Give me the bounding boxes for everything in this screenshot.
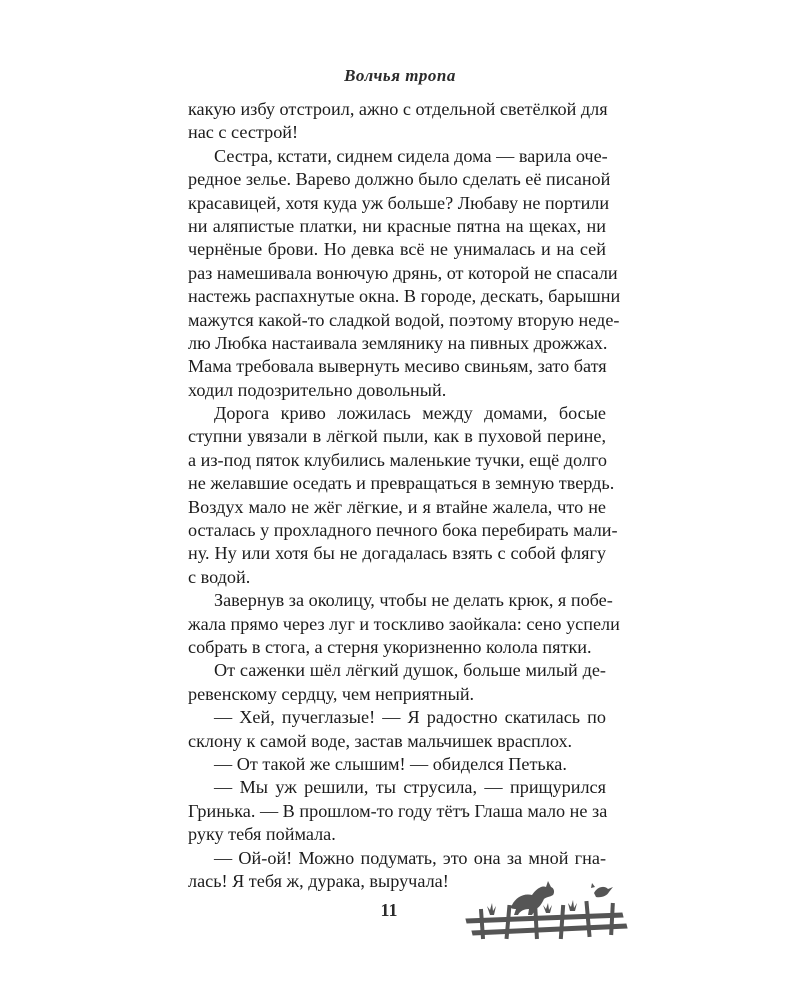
- page-number: 11: [380, 900, 398, 920]
- text-line: ступни увязали в лёгкой пыли, как в пуховой перине,: [188, 426, 606, 447]
- text-line: а из-под пяток клубились маленькие тучки, ещё долго: [188, 449, 608, 470]
- text-line: — Хей, пучеглазые! — Я радостно скатилась по: [214, 707, 606, 728]
- text-line: склону к самой воде, застав мальчишек врасплох.: [188, 730, 573, 751]
- text-line: ни аляпистые платки, ни красные пятна на щеках, ни: [188, 215, 606, 236]
- text-line: Мама требовала вывернуть месиво свиньям, зато батя: [188, 356, 607, 377]
- text-line: От саженки шёл лёгкий душок, больше милый де-: [214, 660, 606, 681]
- text-line: Воздух мало не жёг лёгкие, и я втайне жалела, что не: [188, 496, 606, 517]
- text-line: раз намешивала вонючую дрянь, от которой не спасали: [188, 262, 618, 283]
- text-line: ревенскому сердцу, чем неприятный.: [188, 683, 475, 704]
- text-line: Дорога криво ложилась между домами, босые: [214, 403, 606, 424]
- running-title: Волчья тропа: [344, 66, 456, 85]
- text-line: Гринька. — В прошлом-то году тётъ Глаша мало не за: [188, 800, 608, 821]
- text-line: — От такой же слышим! — обиделся Петька.: [214, 753, 567, 774]
- text-line: собрать в стога, а стерня укоризненно колола пятки.: [188, 636, 592, 657]
- text-line: нас с сестрой!: [188, 122, 299, 143]
- body-text: [188, 98, 621, 893]
- text-line: руку тебя поймала.: [188, 824, 336, 845]
- text-line: осталась у прохладного печного бока перебирать мали-: [188, 520, 618, 541]
- text-line: Завернув за околицу, чтобы не делать крюк, я побе-: [214, 590, 613, 611]
- text-line: чернёные брови. Но девка всё не унималась и на сей: [188, 239, 606, 260]
- text-line: лю Любка настаивала землянику на пивных дрожжах.: [188, 332, 608, 353]
- text-line: Сестра, кстати, сиднем сидела дома — варила оче-: [214, 145, 608, 166]
- text-line: — Ой-ой! Можно подумать, это она за мной гна-: [214, 847, 606, 868]
- text-line: мажутся какой-то сладкой водой, поэтому вторую неде-: [188, 309, 620, 330]
- wolf-and-fence-ornament-icon: [462, 875, 634, 945]
- text-line: — Мы уж решили, ты струсила, — прищурился: [214, 777, 606, 798]
- text-line: ну. Ну или хотя бы не догадалась взять с собой флягу: [188, 543, 606, 564]
- text-line: редное зелье. Варево должно было сделать её писаной: [188, 169, 611, 190]
- text-line: с водой.: [188, 566, 251, 587]
- text-line: настежь распахнутые окна. В городе, дескать, барышни: [188, 286, 621, 307]
- text-line: лась! Я тебя ж, дурака, выручала!: [188, 870, 449, 891]
- text-line: не желавшие оседать и превращаться в земную твердь.: [188, 473, 615, 494]
- text-line: какую избу отстроил, ажно с отдельной светёлкой для: [188, 99, 608, 119]
- text-line: жала прямо через луг и тоскливо заойкала: сено успели: [188, 613, 620, 634]
- text-line: ходил подозрительно довольный.: [188, 379, 447, 400]
- text-line: красавицей, хотя куда уж больше? Любаву не портили: [188, 192, 610, 213]
